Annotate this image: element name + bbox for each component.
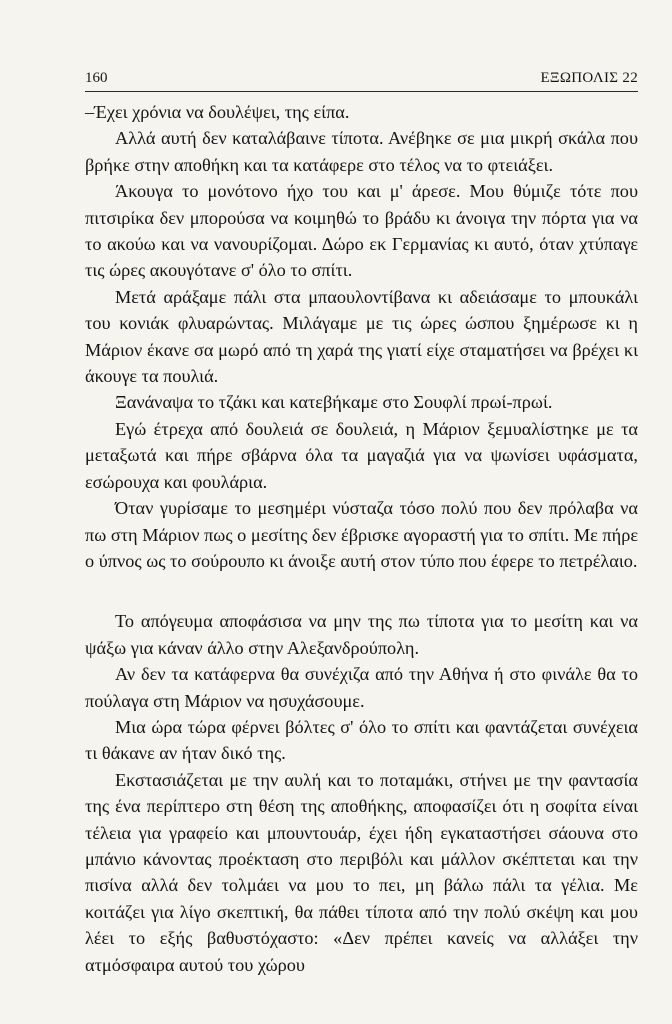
paragraph: Ξανάναψα το τζάκι και κατεβήκαμε στο Σουφλί πρωί-πρωί. [115, 392, 553, 413]
paragraph: Αν δεν τα κατάφερνα θα συνέχιζα από την Αθήνα ή στο φινάλε θα το πούλαγα στη Μάριον να ησυχάσουμε. [85, 664, 638, 711]
header-rule [85, 91, 638, 92]
paragraph: Άκουγα το μονότονο ήχο του και μ' άρεσε. Μου θύμιζε τότε που πιτσιρίκα δεν μπορούσα να κοιμηθώ το βράδυ κι άνοιγα την πόρτα για να το ακούω και να νανουρίζομαι. Δώρο εκ Γερμανίας κι αυτό, όταν χτύπαγε τις ώρες ακουγότανε σ' όλο το σπίτι. [85, 181, 638, 281]
section-break [85, 574, 638, 608]
paragraph: Όταν γυρίσαμε το μεσημέρι νύσταζα τόσο πολύ που δεν πρόλαβα να πω στη Μάριον πως ο μεσίτης δεν έβρισκε αγοραστή για το σπίτι. Με πήρε ο ύπνος ως το σούρουπο κι άνοιξε αυτή στον τύπο που έφερε το πετρέλαιο. [85, 498, 638, 571]
paragraph: Εκστασιάζεται με την αυλή και το ποταμάκι, στήνει με την φαντασία της ένα περίπτερο στη θέση της αποθήκης, αποφασίζει ότι η σοφίτα είναι τέλεια για γραφείο και μπουντουάρ, έχει ήδη εγκαταστήσει σάουνα στο μπάνιο κάνοντας προέκταση στο περιβόλι και μάλλον σκέπτεται και την πισίνα αλλά δεν τολμάει να μου το πει, μη βάλω πάλι τα γέλια. Με κοιτάζει για λίγο σκεπτική, θα πάθει τίποτα από την πολύ σκέψη και μου λέει το εξής βαθυστόχαστο: «Δεν πρέπει κανείς να αλλάξει την ατμόσφαιρα αυτού του χώρου [85, 769, 638, 975]
paragraph: –Έχει χρόνια να δουλέψει, της είπα. [85, 102, 350, 122]
running-title: ΕΞΩΠΟΛΙΣ 22 [540, 70, 638, 86]
paragraph: Εγώ έτρεχα από δουλειά σε δουλειά, η Μάριον ξεμυαλίστηκε με τα μεταξωτά και πήρε σβάρνα όλα τα μαγαζιά για να ψωνίσει υφάσματα, εσώρουχα και φουλάρια. [85, 418, 638, 492]
paragraph: Μετά αράξαμε πάλι στα μπαουλοντίβανα κι αδειάσαμε το μπουκάλι του κονιάκ φλυαρώντας. Μιλάγαμε με τις ώρες ώσπου ξημέρωσε κι η Μάριον έκανε σα μωρό από τη χαρά της γιατί είχε σταματήσει να βρέχει κι άκουγε τα πουλιά. [85, 286, 638, 387]
page-header [85, 67, 638, 89]
paragraph: Αλλά αυτή δεν καταλάβαινε τίποτα. Ανέβηκε σε μια μικρή σκάλα που βρήκε στην αποθήκη και τα κατάφερε στο τέλος να το φτειάξει. [85, 128, 638, 175]
paragraph: Το απόγευμα αποφάσισα να μην της πω τίποτα για το μεσίτη και να ψάξω για κάναν άλλο στην Αλεξανδρούπολη. [85, 611, 638, 658]
body-text [85, 99, 638, 978]
page-number: 160 [85, 70, 108, 86]
paragraph: Μια ώρα τώρα φέρνει βόλτες σ' όλο το σπίτι και φαντάζεται συνέχεια τι θάκανε αν ήταν δικό της. [85, 716, 638, 764]
